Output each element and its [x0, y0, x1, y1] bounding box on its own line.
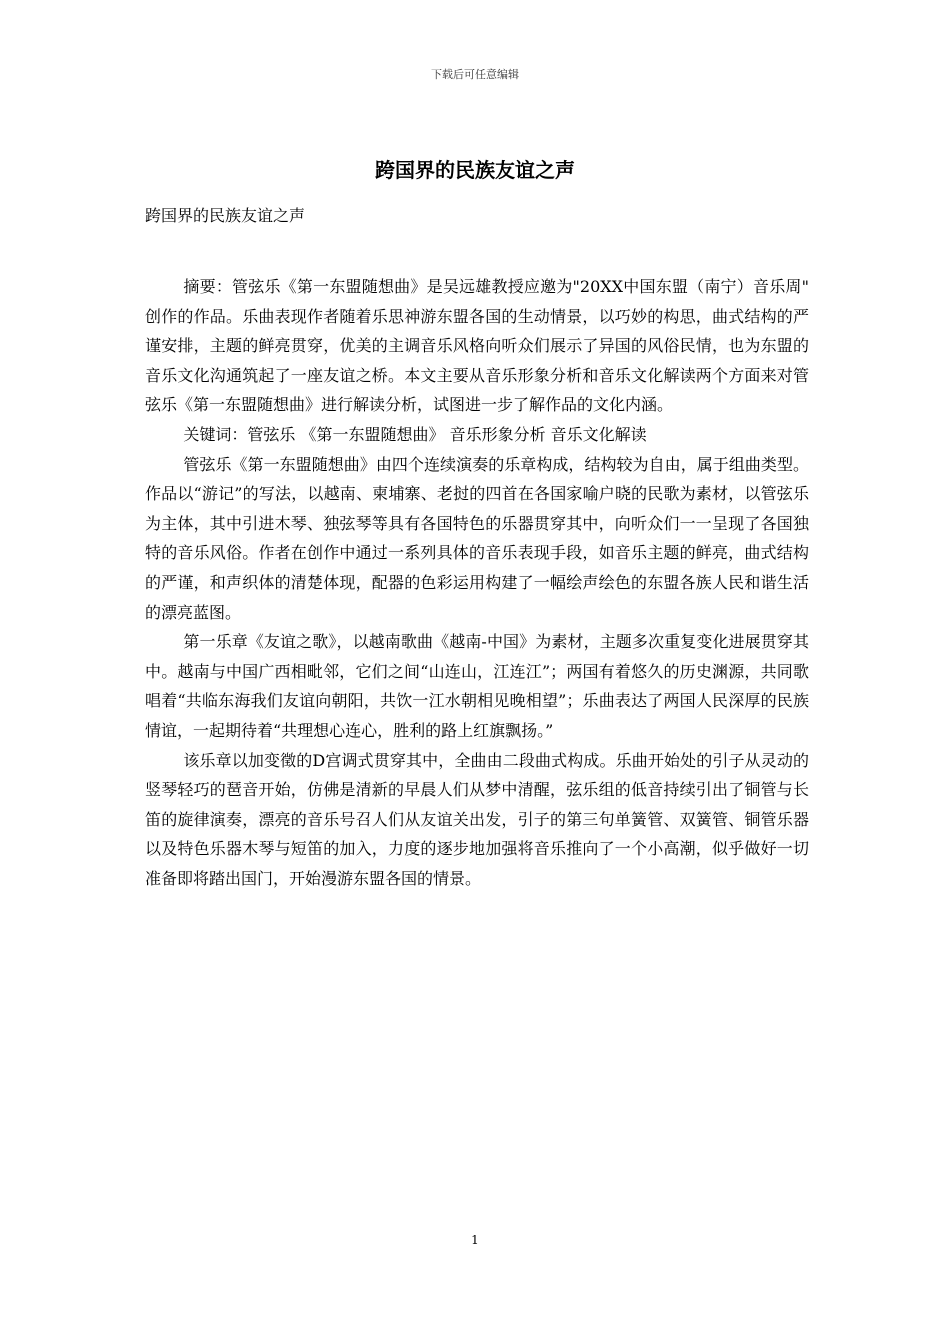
body-paragraph: 该乐章以加变徵的D宫调式贯穿其中，全曲由二段曲式构成。乐曲开始处的引子从灵动的竖琴轻巧的琶音开始，仿佛是清新的早晨人们从梦中清醒，弦乐组的低音持续引出了铜管与长笛的旋律演奏，漂亮的音乐号召人们从友谊关出发，引子的第三句单簧管、双簧管、铜管乐器以及特色乐器木琴与短笛的加入，力度的逐步地加强将音乐推向了一个小高潮，似乎做好一切准备即将踏出国门，开始漫游东盟各国的情景。	[145, 750, 809, 888]
document-title: 跨国界的民族友谊之声	[375, 158, 575, 182]
document-body	[145, 272, 809, 893]
page-number: 1	[471, 1233, 479, 1247]
document-subtitle: 跨国界的民族友谊之声	[145, 206, 306, 225]
abstract-paragraph: 摘要：管弦乐《第一东盟随想曲》是吴远雄教授应邀为"20XX中国东盟（南宁）音乐周"创作的作品。乐曲表现作者随着乐思神游东盟各国的生动情景，以巧妙的构思，曲式结构的严谨安排，主题的鲜亮贯穿，优美的主调音乐风格向听众们展示了异国的风俗民情，也为东盟的音乐文化沟通筑起了一座友谊之桥。本文主要从音乐形象分析和音乐文化解读两个方面来对管弦乐《第一东盟随想曲》进行解读分析，试图进一步了解作品的文化内涵。	[145, 277, 809, 415]
keywords-paragraph: 关键词：管弦乐 《第一东盟随想曲》 音乐形象分析 音乐文化解读	[183, 424, 647, 444]
body-paragraph: 管弦乐《第一东盟随想曲》由四个连续演奏的乐章构成，结构较为自由，属于组曲类型。作品以“游记”的写法，以越南、柬埔寨、老挝的四首在各国家喻户晓的民歌为素材，以管弦乐为主体，其中引进木琴、独弦琴等具有各国特色的乐器贯穿其中，向听众们一一呈现了各国独特的音乐风俗。作者在创作中通过一系列具体的音乐表现手段，如音乐主题的鲜亮，曲式结构的严谨，和声织体的清楚体现，配器的色彩运用构建了一幅绘声绘色的东盟各族人民和谐生活的漂亮蓝图。	[145, 454, 809, 622]
page-header-note: 下载后可任意编辑	[431, 68, 519, 81]
body-paragraph: 第一乐章《友谊之歌》，以越南歌曲《越南-中国》为素材，主题多次重复变化进展贯穿其中。越南与中国广西相毗邻，它们之间“山连山，江连江”；两国有着悠久的历史渊源，共同歌唱着“共临东海我们友谊向朝阳，共饮一江水朝相见晚相望”；乐曲表达了两国人民深厚的民族情谊，一起期待着“共理想心连心，胜利的路上红旗飘扬。”	[145, 632, 809, 740]
